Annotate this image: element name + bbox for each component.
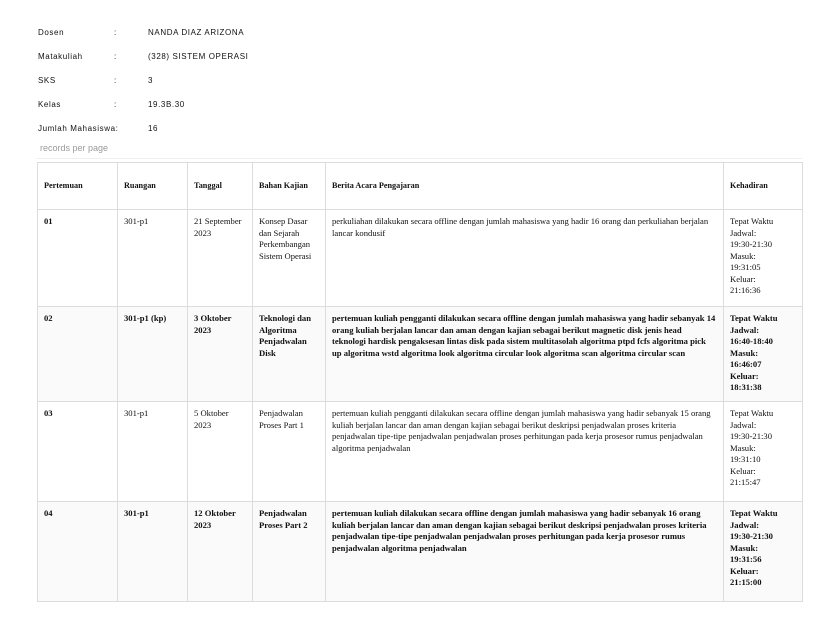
kehadiran-status: Tepat Waktu <box>730 508 778 518</box>
kehadiran-jadwal-value: 19:30-21:30 <box>730 239 773 249</box>
info-value: 3 <box>148 75 154 85</box>
kehadiran-jadwal-label: Jadwal: <box>730 227 757 238</box>
info-label: Matakuliah <box>38 51 83 61</box>
course-info <box>38 20 248 140</box>
kehadiran-masuk-value: 19:31:05 <box>730 262 761 272</box>
kehadiran-keluar-value: 18:31:38 <box>730 382 762 392</box>
kehadiran-masuk-label: Masuk: <box>730 347 759 358</box>
info-label: SKS <box>38 75 56 85</box>
cell-tanggal: 5 Oktober 2023 <box>188 402 253 502</box>
cell-kehadiran <box>724 402 803 502</box>
kehadiran-status: Tepat Waktu <box>730 408 774 418</box>
cell-pertemuan: 04 <box>38 502 118 602</box>
kehadiran-keluar-label: Keluar: <box>730 370 759 381</box>
kehadiran-jadwal-label: Jadwal: <box>730 324 760 335</box>
cell-ruangan: 301-p1 <box>118 210 188 307</box>
column-header-tanggal[interactable]: Tanggal <box>188 163 253 210</box>
info-label: Jumlah Mahasiswa: <box>38 123 119 133</box>
cell-bahan-kajian: Konsep Dasar dan Sejarah Perkembangan Sistem Operasi <box>253 210 326 307</box>
info-colon: : <box>114 27 117 37</box>
kehadiran-jadwal-value: 19:30-21:30 <box>730 431 773 441</box>
kehadiran-status: Tepat Waktu <box>730 216 774 226</box>
cell-bahan-kajian: Teknologi dan Algoritma Penjadwalan Disk <box>253 307 326 402</box>
cell-pertemuan: 02 <box>38 307 118 402</box>
table-row <box>38 210 803 307</box>
cell-kehadiran <box>724 502 803 602</box>
kehadiran-masuk-value: 16:46:07 <box>730 359 762 369</box>
kehadiran-jadwal-value: 16:40-18:40 <box>730 336 773 346</box>
column-header-bahan-kajian[interactable]: Bahan Kajian <box>253 163 326 210</box>
info-row-kelas <box>38 92 248 116</box>
column-header-kehadiran[interactable]: Kehadiran <box>724 163 803 210</box>
table-header-row <box>38 163 803 210</box>
info-row-jumlah-mahasiswa <box>38 116 248 140</box>
info-colon: : <box>114 75 117 85</box>
kehadiran-masuk-label: Masuk: <box>730 542 759 553</box>
cell-bahan-kajian: Penjadwalan Proses Part 1 <box>253 402 326 502</box>
cell-kehadiran <box>724 210 803 307</box>
cell-pertemuan: 01 <box>38 210 118 307</box>
kehadiran-keluar-value: 21:15:47 <box>730 477 761 487</box>
kehadiran-masuk-label: Masuk: <box>730 250 756 261</box>
column-header-berita-acara[interactable]: Berita Acara Pengajaran <box>326 163 724 210</box>
kehadiran-jadwal-label: Jadwal: <box>730 419 757 430</box>
info-row-matakuliah <box>38 44 248 68</box>
info-row-dosen <box>38 20 248 44</box>
records-per-page-label: records per page <box>40 143 109 153</box>
info-label: Dosen <box>38 27 65 37</box>
info-value: NANDA DIAZ ARIZONA <box>148 27 245 37</box>
cell-berita-acara: pertemuan kuliah dilakukan secara offline dengan jumlah mahasiswa yang hadir sebanyak 16 orang kuliah berjalan lancar dan aman dengan kajian sebagai berikut deskripsi penjadwalan proses kriteria penjadwalan tipe-tipe penjadwalan penjadwalan proses perhitungan pada kerja prosesor rumus penjadwalan algoritma penjadwalan <box>326 502 724 602</box>
column-header-ruangan[interactable]: Ruangan <box>118 163 188 210</box>
kehadiran-keluar-label: Keluar: <box>730 565 759 576</box>
info-colon: : <box>114 51 117 61</box>
cell-tanggal: 21 September 2023 <box>188 210 253 307</box>
table-row <box>38 307 803 402</box>
cell-bahan-kajian: Penjadwalan Proses Part 2 <box>253 502 326 602</box>
kehadiran-jadwal-value: 19:30-21:30 <box>730 531 773 541</box>
cell-berita-acara: pertemuan kuliah pengganti dilakukan secara offline dengan jumlah mahasiswa yang hadir sebanyak 15 orang kuliah berjalan lancar dan aman dengan kajian sebagai berikut deskripsi penjadwalan proses kriteria penjadwalan tipe-tipe penjadwalan penjadwalan proses perhitungan pada kerja prosesor rumus penjadwalan algoritma penjadwalan <box>326 402 724 502</box>
info-value: 19.3B.30 <box>148 99 185 109</box>
kehadiran-keluar-label: Keluar: <box>730 273 756 284</box>
cell-berita-acara: pertemuan kuliah pengganti dilakukan secara offline dengan jumlah mahasiswa yang hadir sebanyak 14 orang kuliah berjalan lancar dan aman dengan kajian sebagai berikut magnetic disk jenis head teknologi hardisk pengaksesan lintas disk pada sistem multitasolah algoritma ptpd fcfs algoritma pick up algoritma wstd algoritma look algoritma circular look algoritma scan algoritma circular scan <box>326 307 724 402</box>
divider <box>36 158 802 159</box>
cell-ruangan: 301-p1 <box>118 502 188 602</box>
kehadiran-masuk-value: 19:31:10 <box>730 454 761 464</box>
info-value: (328) SISTEM OPERASI <box>148 51 249 61</box>
kehadiran-keluar-value: 21:16:36 <box>730 285 761 295</box>
info-colon: : <box>114 99 117 109</box>
attendance-table <box>37 162 803 602</box>
kehadiran-keluar-value: 21:15:00 <box>730 577 762 587</box>
table-row <box>38 502 803 602</box>
info-row-sks <box>38 68 248 92</box>
kehadiran-masuk-value: 19:31:56 <box>730 554 762 564</box>
kehadiran-status: Tepat Waktu <box>730 313 778 323</box>
cell-kehadiran <box>724 307 803 402</box>
cell-pertemuan: 03 <box>38 402 118 502</box>
cell-ruangan: 301-p1 (kp) <box>118 307 188 402</box>
cell-tanggal: 12 Oktober 2023 <box>188 502 253 602</box>
info-value: 16 <box>148 123 159 133</box>
column-header-pertemuan[interactable]: Pertemuan <box>38 163 118 210</box>
cell-berita-acara: perkuliahan dilakukan secara offline dengan jumlah mahasiswa yang hadir 16 orang dan perkuliahan berjalan lancar kondusif <box>326 210 724 307</box>
info-label: Kelas <box>38 99 62 109</box>
table-row <box>38 402 803 502</box>
kehadiran-jadwal-label: Jadwal: <box>730 519 760 530</box>
cell-tanggal: 3 Oktober 2023 <box>188 307 253 402</box>
kehadiran-keluar-label: Keluar: <box>730 465 756 476</box>
kehadiran-masuk-label: Masuk: <box>730 442 756 453</box>
cell-ruangan: 301-p1 <box>118 402 188 502</box>
